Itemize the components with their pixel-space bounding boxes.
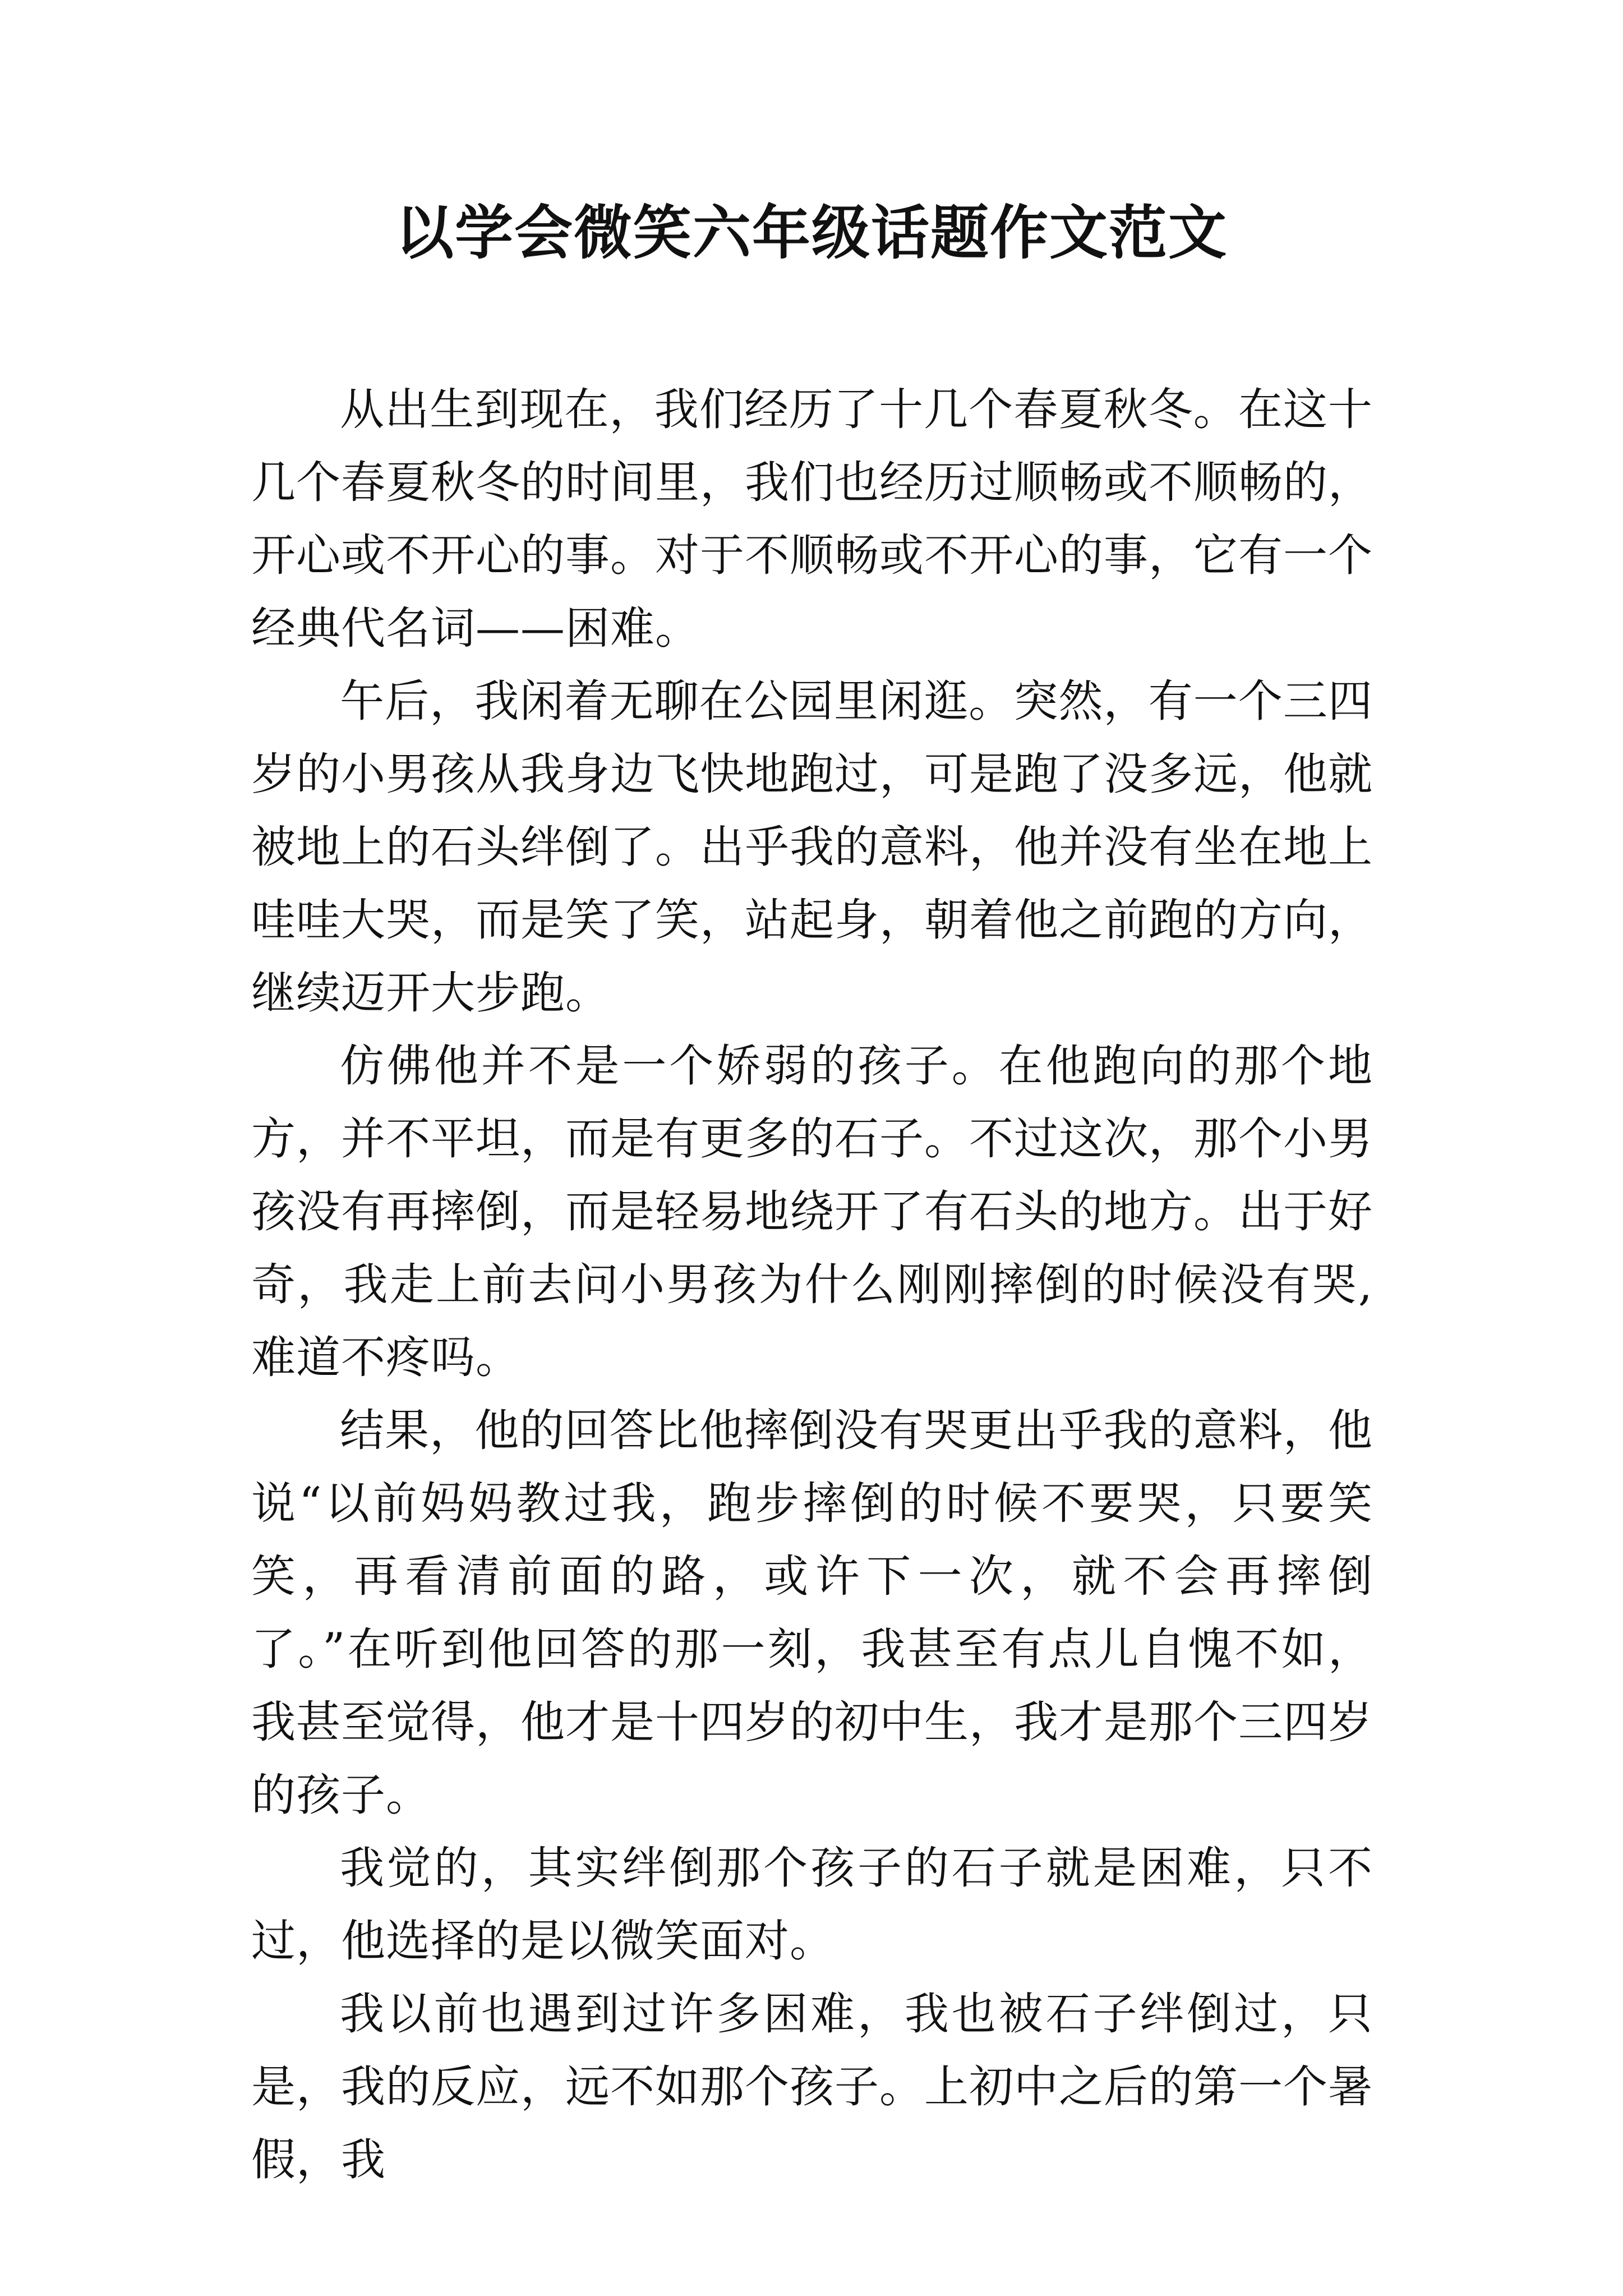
document-body [251, 373, 1373, 2196]
paragraph-1: 从出生到现在，我们经历了十几个春夏秋冬。在这十几个春夏秋冬的时间里，我们也经历过顺畅或不顺畅的，开心或不开心的事。对于不顺畅或不开心的事，它有一个经典代名词——困难。 [251, 384, 1373, 654]
paragraph-6: 我以前也遇到过许多困难，我也被石子绊倒过，只是，我的反应，远不如那个孩子。上初中之后的第一个暑假，我 [251, 1988, 1373, 2185]
paragraph-4: 结果，他的回答比他摔倒没有哭更出乎我的意料，他说“以前妈妈教过我，跑步摔倒的时候不要哭，只要笑笑，再看清前面的路，或许下一次，就不会再摔倒了。”在听到他回答的那一刻，我甚至有点儿自愧不如，我甚至觉得，他才是十四岁的初中生，我才是那个三四岁的孩子。 [251, 1405, 1373, 1821]
paragraph-2: 午后，我闲着无聊在公园里闲逛。突然，有一个三四岁的小男孩从我身边飞快地跑过，可是跑了没多远，他就被地上的石头绊倒了。出乎我的意料，他并没有坐在地上哇哇大哭，而是笑了笑，站起身，朝着他之前跑的方向，继续迈开大步跑。 [251, 675, 1373, 1019]
document-title: 以学会微笑六年级话题作文范文 [395, 198, 1228, 267]
paragraph-5: 我觉的，其实绊倒那个孩子的石子就是困难，只不过，他选择的是以微笑面对。 [251, 1842, 1373, 1967]
paragraph-3: 仿佛他并不是一个娇弱的孩子。在他跑向的那个地方，并不平坦，而是有更多的石子。不过这次，那个小男孩没有再摔倒，而是轻易地绕开了有石头的地方。出于好奇，我走上前去问小男孩为什么刚刚摔倒的时候没有哭,难道不疼吗。 [251, 1040, 1373, 1383]
